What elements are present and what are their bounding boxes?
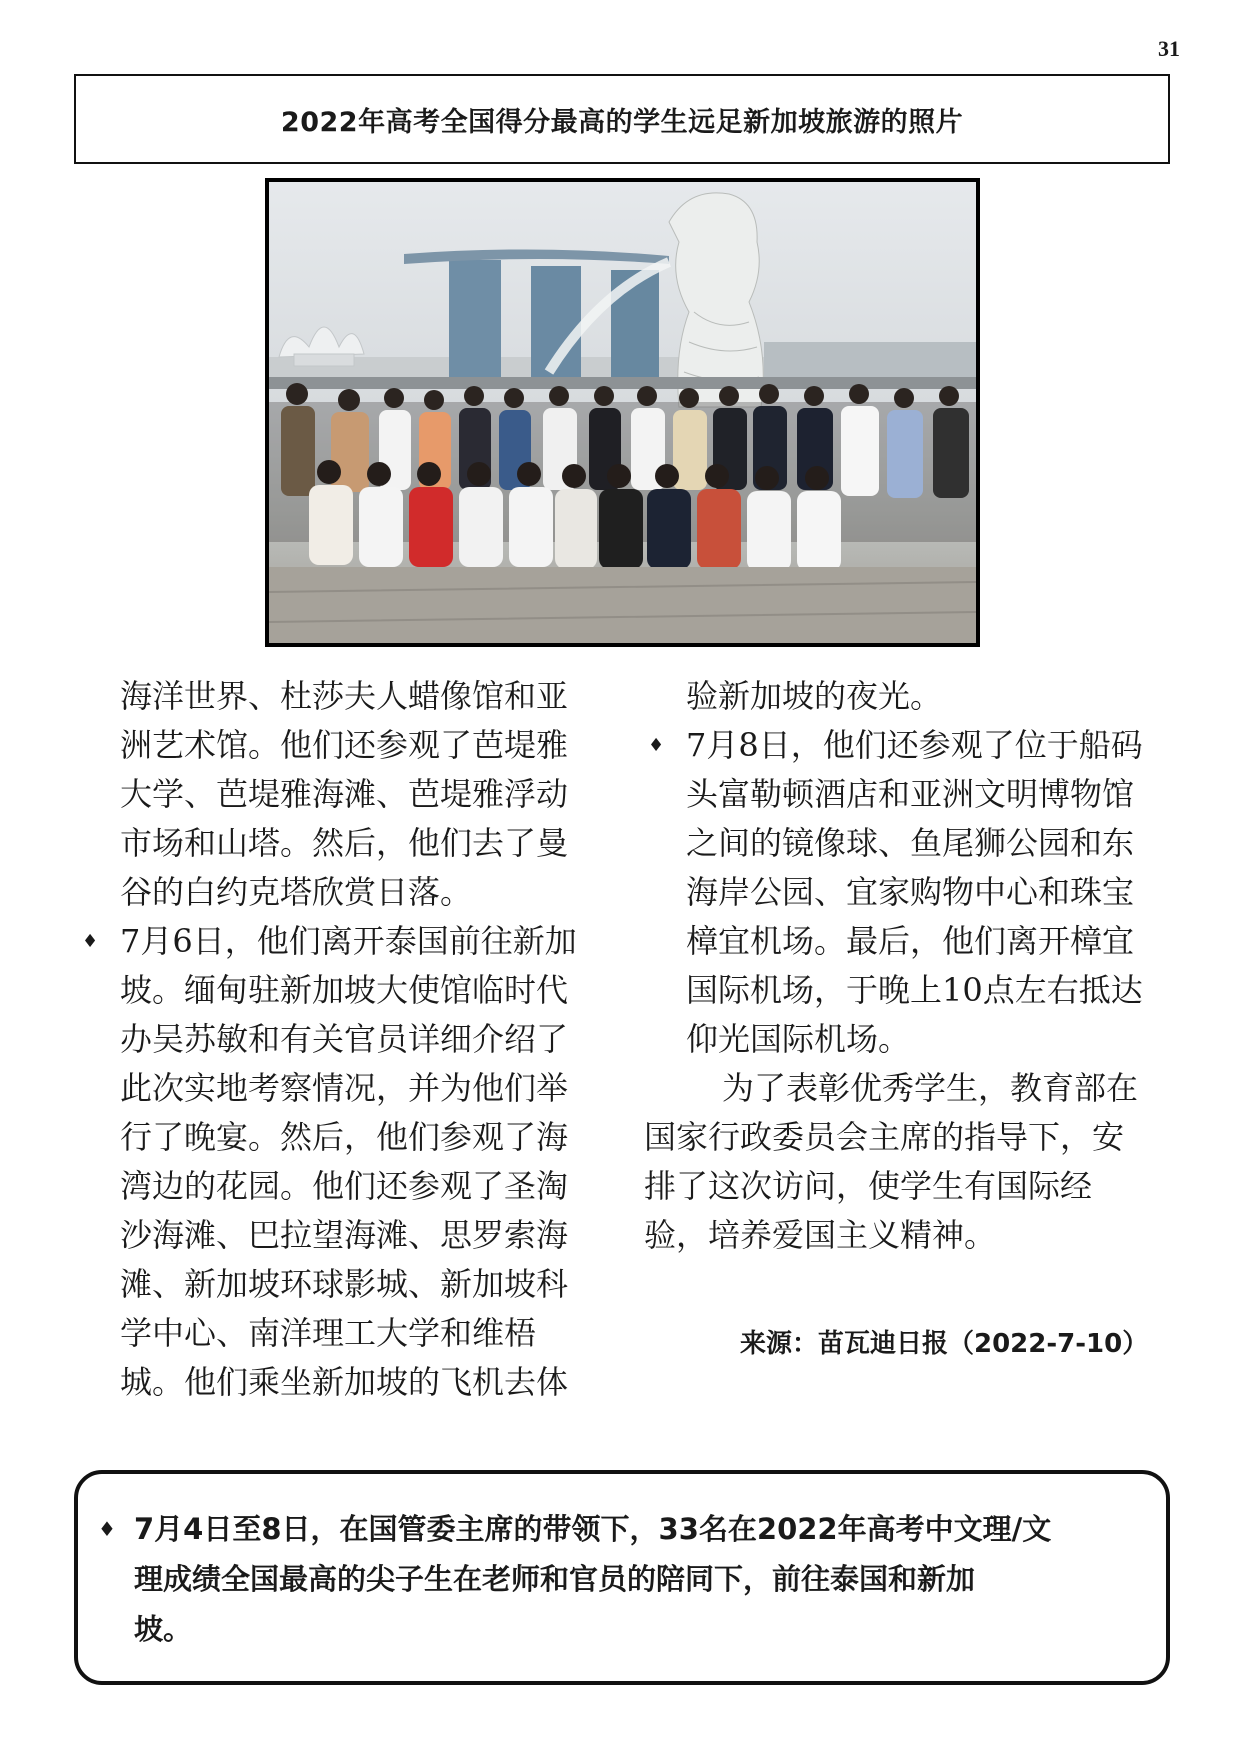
text-line: 头富勒顿酒店和亚洲文明博物馆 xyxy=(686,775,1135,813)
text-line: 为了表彰优秀学生，教育部在 xyxy=(722,1069,1139,1107)
text-line: 排了这次访问，使学生有国际经 xyxy=(644,1167,1093,1205)
text-line: 沙海滩、巴拉望海滩、思罗索海 xyxy=(120,1216,569,1254)
summary-text xyxy=(134,1504,1144,1654)
right-buildings xyxy=(764,342,976,382)
text-line: 学中心、南洋理工大学和维梧 xyxy=(120,1314,537,1352)
summary-line: 7月4日至8日，在国管委主席的带领下，33名在2022年高考中文理/文 xyxy=(134,1512,1052,1546)
merlion-statue xyxy=(669,193,763,407)
text-line: 海洋世界、杜莎夫人蜡像馆和亚 xyxy=(120,677,569,715)
text-line: 仰光国际机场。 xyxy=(686,1020,911,1058)
text-line: 坡。缅甸驻新加坡大使馆临时代 xyxy=(120,971,569,1009)
text-line: 滩、新加坡环球影城、新加坡科 xyxy=(120,1265,569,1303)
page-number: 31 xyxy=(1158,36,1180,61)
group-photo-illustration xyxy=(269,182,976,643)
summary-line: 坡。 xyxy=(134,1612,193,1646)
waterfront-railing xyxy=(269,377,976,389)
bullet-item-july-6 xyxy=(78,917,608,1407)
plaza-ground xyxy=(269,567,976,643)
text-line: 行了晚宴。然后，他们参观了海 xyxy=(120,1118,569,1156)
summary-box xyxy=(74,1470,1170,1685)
text-line: 洲艺术馆。他们还参观了芭堤雅 xyxy=(120,726,569,764)
bullet-item-july-8 xyxy=(644,721,1174,1064)
text-line: 市场和山塔。然后，他们去了曼 xyxy=(120,824,569,862)
text-line: 国际机场，于晚上10点左右抵达 xyxy=(686,971,1143,1009)
text-line: 此次实地考察情况，并为他们举 xyxy=(120,1069,569,1107)
photo-title-box xyxy=(74,74,1170,164)
summary-line: 理成绩全国最高的尖子生在老师和官员的陪同下，前往泰国和新加 xyxy=(134,1562,976,1596)
text-line: 7月6日，他们离开泰国前往新加 xyxy=(120,922,577,960)
photo-title: 2022年高考全国得分最高的学生远足新加坡旅游的照片 xyxy=(280,106,964,138)
left-column xyxy=(78,672,608,1407)
text-line: 樟宜机场。最后，他们离开樟宜 xyxy=(686,922,1135,960)
text-line: 之间的镜像球、鱼尾狮公园和东 xyxy=(686,824,1135,862)
text-line: 城。他们乘坐新加坡的飞机去体 xyxy=(120,1363,569,1401)
text-line: 验，培养爱国主义精神。 xyxy=(644,1216,997,1254)
text-line: 7月8日，他们还参观了位于船码 xyxy=(686,726,1143,764)
text-line: 国家行政委员会主席的指导下，安 xyxy=(644,1118,1125,1156)
text-line: 办吴苏敏和有关官员详细介绍了 xyxy=(120,1020,569,1058)
text-line: 海岸公园、宜家购物中心和珠宝 xyxy=(686,873,1135,911)
text-line: 谷的白约克塔欣赏日落。 xyxy=(120,873,473,911)
diamond-bullet-icon: ♦ xyxy=(82,931,99,952)
diamond-bullet-icon: ♦ xyxy=(98,1517,116,1541)
text-line: 大学、芭堤雅海滩、芭堤雅浮动 xyxy=(120,775,569,813)
text-line: 湾边的花园。他们还参观了圣淘 xyxy=(120,1167,569,1205)
source-citation: 来源：苗瓦迪日报（2022-7-10） xyxy=(740,1329,1149,1359)
group-photo xyxy=(265,178,980,647)
diamond-bullet-icon: ♦ xyxy=(648,735,665,756)
text-line: 验新加坡的夜光。 xyxy=(686,677,943,715)
right-column xyxy=(644,672,1174,1260)
crowd-front-row xyxy=(309,460,841,571)
